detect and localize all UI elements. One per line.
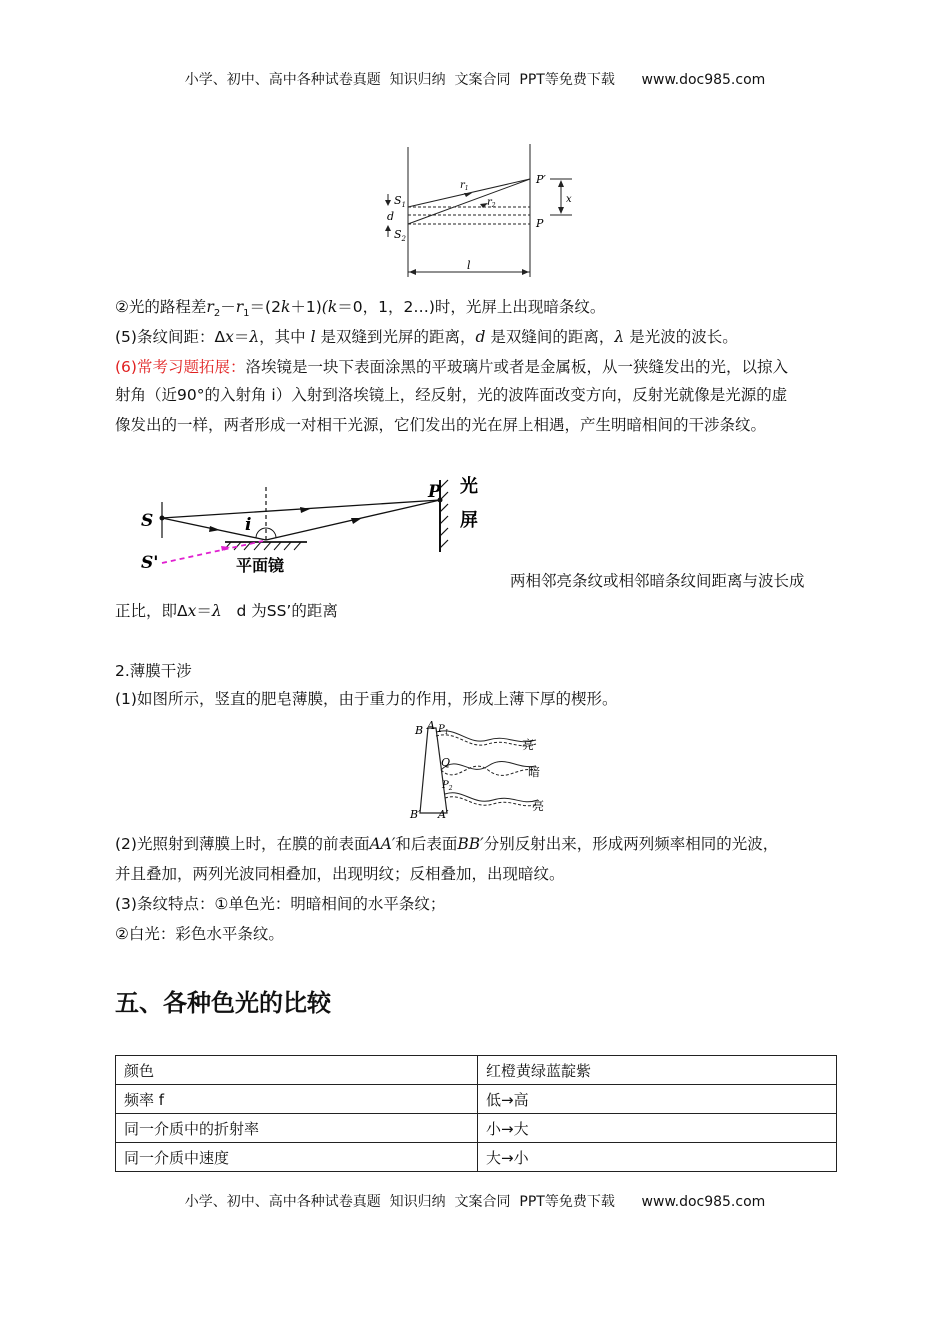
label-r2: $r_2$ [487, 197, 496, 209]
fringe-spacing-paragraph: (5)条纹间距：Δx＝λ，其中 l 是双缝到光屏的距离，d 是双缝间的距离，λ 是光波的波长。 [115, 328, 738, 346]
label-bright-2: 亮 [532, 799, 545, 813]
wave-bottom-1 [445, 793, 538, 802]
label-p: P [428, 482, 441, 502]
label-mirror: 平面镜 [236, 556, 285, 575]
wave-mid-2 [441, 766, 536, 775]
footer-text: 小学、初中、高中各种试卷真题 知识归纳 文案合同 PPT等免费下载 [184, 1194, 615, 1210]
film-wedge [420, 728, 447, 813]
table-cell-value: 低→高 [478, 1085, 837, 1114]
table-row [116, 1056, 837, 1085]
label-screen-2: 屏 [460, 510, 478, 531]
table-row [116, 1114, 837, 1143]
mirror-hatch [224, 542, 301, 550]
thin-film-p1: (1)如图所示，竖直的肥皂薄膜，由于重力的作用，形成上薄下厚的楔形。 [115, 690, 618, 708]
section-title: 五、各种色光的比较 [115, 989, 331, 1017]
label-a: A [427, 719, 435, 732]
label-q: Q [441, 756, 451, 769]
extension-tag: (6)常考习题拓展： [115, 358, 246, 376]
thin-film-p3: (3)条纹特点：①单色光：明暗相间的水平条纹； [115, 895, 446, 913]
thin-film-p2-line-2: 并且叠加，两列光波同相叠加，出现明纹；反相叠加，出现暗纹。 [115, 865, 565, 883]
label-b: B [415, 724, 424, 737]
label-d: d [387, 210, 395, 223]
label-p-prime: P′ [536, 173, 546, 186]
dark-fringe-condition: ②光的路程差$r_2-r_1=(2k+1)(k=0$，1，2…)时，光屏上出现暗条纹。 [115, 298, 606, 320]
table-cell-key: 颜色 [116, 1056, 478, 1085]
ratio-text-line-2: 正比，即Δx＝λ d 为SS’的距离 [115, 602, 338, 620]
table-row [116, 1085, 837, 1114]
label-r1: $r_1$ [460, 180, 469, 192]
label-p: P [536, 217, 544, 230]
color-comparison-table [115, 1055, 837, 1172]
label-b-prime: B′ [410, 808, 421, 818]
label-l: l [467, 259, 471, 272]
label-a-prime: A′ [438, 808, 449, 818]
wave-top-1 [436, 731, 536, 742]
label-screen-1: 光 [460, 476, 478, 497]
label-p2: $P_2$ [442, 780, 453, 792]
page-header [0, 69, 950, 89]
lloyd-mirror-line-3: 像发出的一样，两者形成一对相干光源，它们发出的光在屏上相遇，产生明暗相间的干涉条纹。 [115, 416, 767, 434]
footer-url[interactable]: www.doc985.com [641, 1194, 766, 1210]
thin-film-title: 2.薄膜干涉 [115, 662, 192, 680]
wave-mid-1 [441, 761, 536, 770]
lloyd-mirror-diagram [135, 450, 495, 580]
ratio-text-line-1: 两相邻亮条纹或相邻暗条纹间距离与波长成 [510, 572, 805, 590]
label-x: x [566, 194, 572, 205]
table-cell-value: 红橙黄绿蓝靛紫 [478, 1056, 837, 1085]
double-slit-diagram [360, 142, 590, 282]
label-dark: 暗 [528, 765, 541, 779]
header-text: 小学、初中、高中各种试卷真题 知识归纳 文案合同 PPT等免费下载 [184, 72, 615, 88]
table-cell-key: 频率 f [116, 1085, 478, 1114]
label-s: S [141, 511, 154, 531]
soap-film-diagram [408, 718, 558, 818]
label-i: i [245, 515, 252, 535]
table-cell-value: 小→大 [478, 1114, 837, 1143]
label-s1: $S_1$ [394, 194, 407, 209]
label-bright-1: 亮 [522, 738, 535, 752]
table-row [116, 1143, 837, 1172]
ray-r2 [408, 179, 530, 224]
label-p1: $P_1$ [438, 724, 449, 736]
lloyd-mirror-line-2: 射角（近90°的入射角 i）入射到洛埃镜上，经反射，光的波阵面改变方向，反射光就像是光源的虚 [115, 386, 788, 404]
thin-film-p4: ②白光：彩色水平条纹。 [115, 925, 284, 943]
label-s-prime: S' [141, 553, 159, 573]
table-cell-key: 同一介质中速度 [116, 1143, 478, 1172]
label-s2: $S_2$ [394, 228, 407, 243]
screen-hatch [440, 480, 448, 548]
page-footer [0, 1191, 950, 1211]
lloyd-mirror-line-1: (6)常考习题拓展：洛埃镜是一块下表面涂黑的平玻璃片或者是金属板，从一狭缝发出的光，以掠入 [115, 358, 788, 376]
table-cell-key: 同一介质中的折射率 [116, 1114, 478, 1143]
header-url[interactable]: www.doc985.com [641, 72, 766, 88]
thin-film-p2-line-1: (2)光照射到薄膜上时，在膜的前表面AA′和后表面BB′分别反射出来，形成两列频率相同的光波， [115, 835, 779, 853]
table-cell-value: 大→小 [478, 1143, 837, 1172]
